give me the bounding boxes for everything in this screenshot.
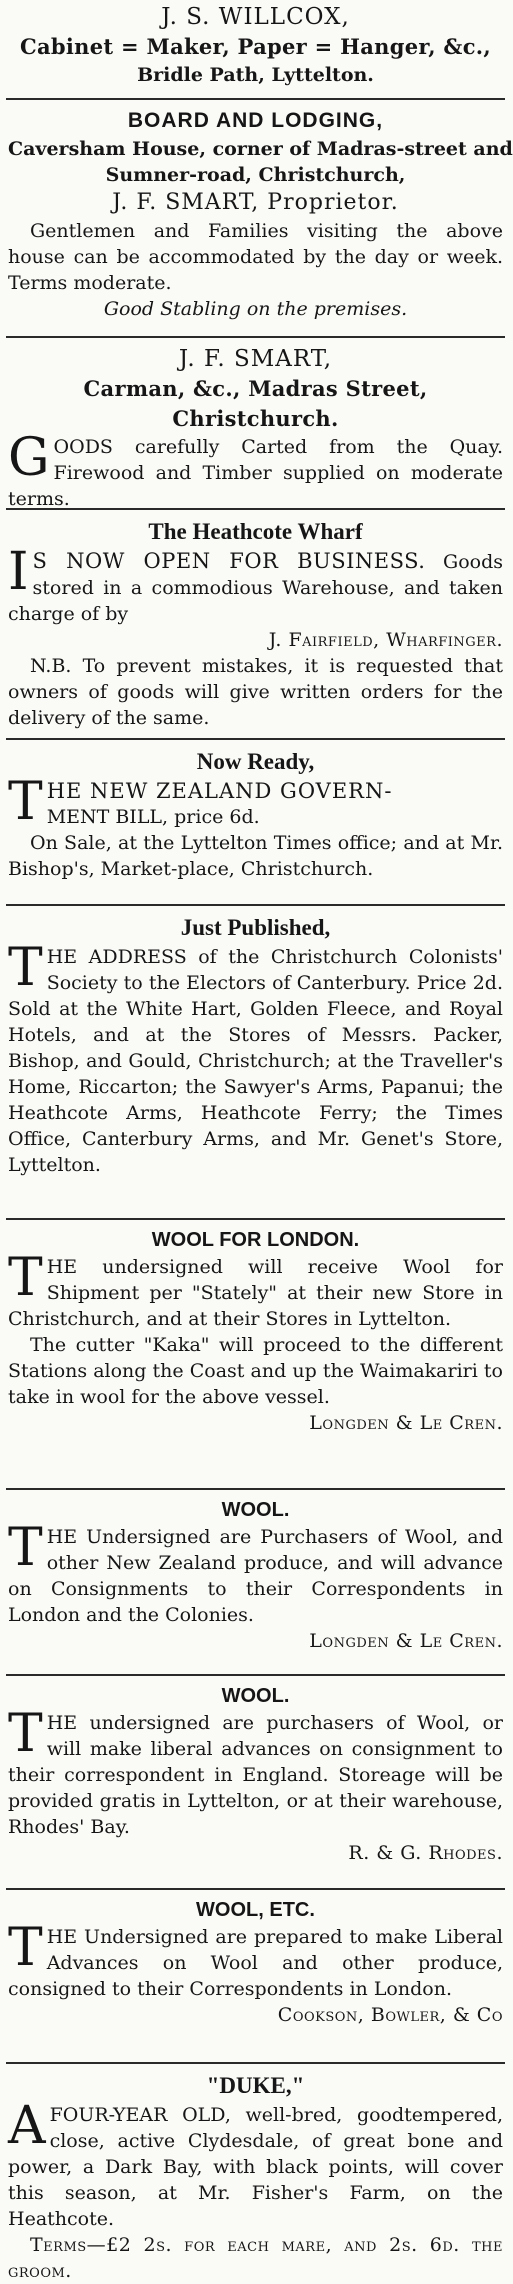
rule	[6, 2062, 505, 2064]
drop-cap: T	[8, 1518, 43, 1578]
ad-duke	[8, 2070, 503, 2284]
ad-heading: Now Ready,	[196, 749, 315, 774]
ad-body-lead2: MENT BILL, price 6d.	[46, 806, 260, 828]
ad-body-lead: S NOW OPEN FOR BUSINESS.	[32, 549, 426, 573]
rule	[6, 508, 505, 510]
ad-govt-bill	[8, 746, 503, 882]
ad-board-lodging	[8, 106, 513, 322]
ad-body: HE Undersigned are prepared to make Liberal Advances on Wool and other produce, consigned to their Correspondents in London.	[8, 1926, 503, 2000]
drop-cap: G	[8, 428, 50, 488]
ad-body: OODS carefully Carted from the Quay. Firewood and Timber supplied on moderate terms.	[8, 436, 503, 510]
ad-body: HE undersigned are purchasers of Wool, or will make liberal advances on consignment to their correspondent in England. Storeage will be provided gratis in Lyttelton, or at their warehouse, Rhodes' Bay.	[8, 1712, 503, 1838]
drop-cap: T	[8, 772, 43, 832]
ad-stabling: Good Stabling on the premises.	[103, 298, 408, 320]
ad-body-2: The cutter "Kaka" will proceed to the different Stations along the Coast and up the Waimakariri to take in wool for the above vessel.	[8, 1334, 503, 1408]
ad-heading: BOARD AND LODGING,	[127, 109, 384, 132]
drop-cap: T	[8, 938, 43, 998]
ad-heading: WOOL.	[221, 1499, 290, 1521]
rule	[6, 904, 505, 906]
ad-proprietor: J. F. SMART, Proprietor.	[112, 190, 399, 215]
drop-cap: T	[8, 1704, 43, 1764]
ad-body: Goods stored in a commodious Warehouse, and taken charge of by	[8, 551, 503, 625]
ad-heading: The Heathcote Wharf	[148, 519, 363, 544]
ad-signature: Cookson, Bowler, & Co	[277, 2004, 503, 2026]
rule	[6, 98, 505, 100]
ad-signature: Longden & Le Cren.	[309, 1412, 503, 1434]
ad-body: HE ADDRESS of the Christchurch Colonists' Society to the Electors of Canterbury. Price 2d. Sold at the White Hart, Golden Fleece, and Royal Hotels, and at the Stores of Messrs. Packer, Bishop, and Gould, Christchurch; at the Traveller's Home, Riccarton; the Sawyer's Arms, Papanui; the Heathcote Arms, Heathcote Ferry; the Times Office, Canterbury Arms, and Mr. Genet's Store, Lyttelton.	[8, 946, 503, 1176]
ad-trade: Cabinet = Maker, Paper = Hanger, &c.,	[20, 34, 491, 59]
ad-body: HE Undersigned are Purchasers of Wool, and other New Zealand produce, and will advance on Consignments to their Correspondents in London and the Colonies.	[8, 1526, 503, 1626]
rule	[6, 1488, 505, 1490]
ad-body-lead: HE NEW ZEALAND GOVERN-	[46, 779, 393, 803]
ad-wool-etc	[8, 1896, 503, 2028]
ad-heading: "DUKE,"	[206, 2073, 305, 2098]
ad-body: FOUR-YEAR OLD, well-bred, goodtempered, close, active Clydesdale, of great bone and power, a Dark Bay, with black points, will cover this season, at Mr. Fisher's Farm, on the Heathcote.	[8, 2104, 503, 2230]
ad-trade: Carman, &c., Madras Street, Christchurch.	[83, 376, 428, 431]
rule	[6, 738, 505, 740]
ad-heading: WOOL FOR LONDON.	[151, 1229, 360, 1251]
drop-cap: T	[8, 1248, 43, 1308]
ad-name: J. F. SMART,	[178, 346, 333, 372]
ad-willcox	[8, 2, 503, 88]
ad-body: Gentlemen and Families visiting the above house can be accommodated by the day or week. Terms moderate.	[8, 220, 503, 294]
ad-heathcote-wharf	[8, 516, 503, 731]
ad-heading: Just Published,	[180, 915, 331, 940]
drop-cap: I	[8, 542, 29, 602]
ad-address	[8, 912, 503, 1178]
ad-line: Sumner-road, Christchurch,	[105, 164, 406, 186]
ad-terms: Terms—£2 2s. for each mare, and 2s. 6d. the groom.	[8, 2234, 503, 2282]
ad-body: HE undersigned will receive Wool for Shipment per "Stately" at their new Store in Christchurch, and at their Stores in Lyttelton.	[8, 1256, 503, 1330]
rule	[6, 1674, 505, 1676]
ad-heading: WOOL.	[221, 1685, 290, 1707]
ad-sale: On Sale, at the Lyttelton Times office; and at Mr. Bishop's, Market-place, Christchurch.	[8, 832, 503, 880]
ad-heading: WOOL, ETC.	[196, 1899, 315, 1921]
ad-name: J. S. WILLCOX,	[161, 4, 350, 30]
ad-signature: J. Fairfield, Wharfinger.	[268, 629, 503, 651]
ad-wool-for-london	[8, 1226, 503, 1436]
ad-note: N.B. To prevent mistakes, it is requested that owners of goods will give written orders for the delivery of the same.	[8, 655, 503, 729]
rule	[6, 1218, 505, 1220]
drop-cap: T	[8, 1918, 43, 1978]
ad-signature: R. & G. Rhodes.	[348, 1842, 503, 1864]
ad-line: Caversham House, corner of Madras-street and	[8, 138, 513, 160]
ad-wool-1	[8, 1496, 503, 1654]
ad-signature: Longden & Le Cren.	[309, 1630, 503, 1652]
rule	[6, 336, 505, 338]
ad-smart-carman	[8, 344, 503, 512]
ad-wool-2	[8, 1682, 503, 1866]
rule	[6, 1888, 505, 1890]
drop-cap: A	[8, 2096, 46, 2156]
ad-address: Bridle Path, Lyttelton.	[137, 64, 374, 86]
